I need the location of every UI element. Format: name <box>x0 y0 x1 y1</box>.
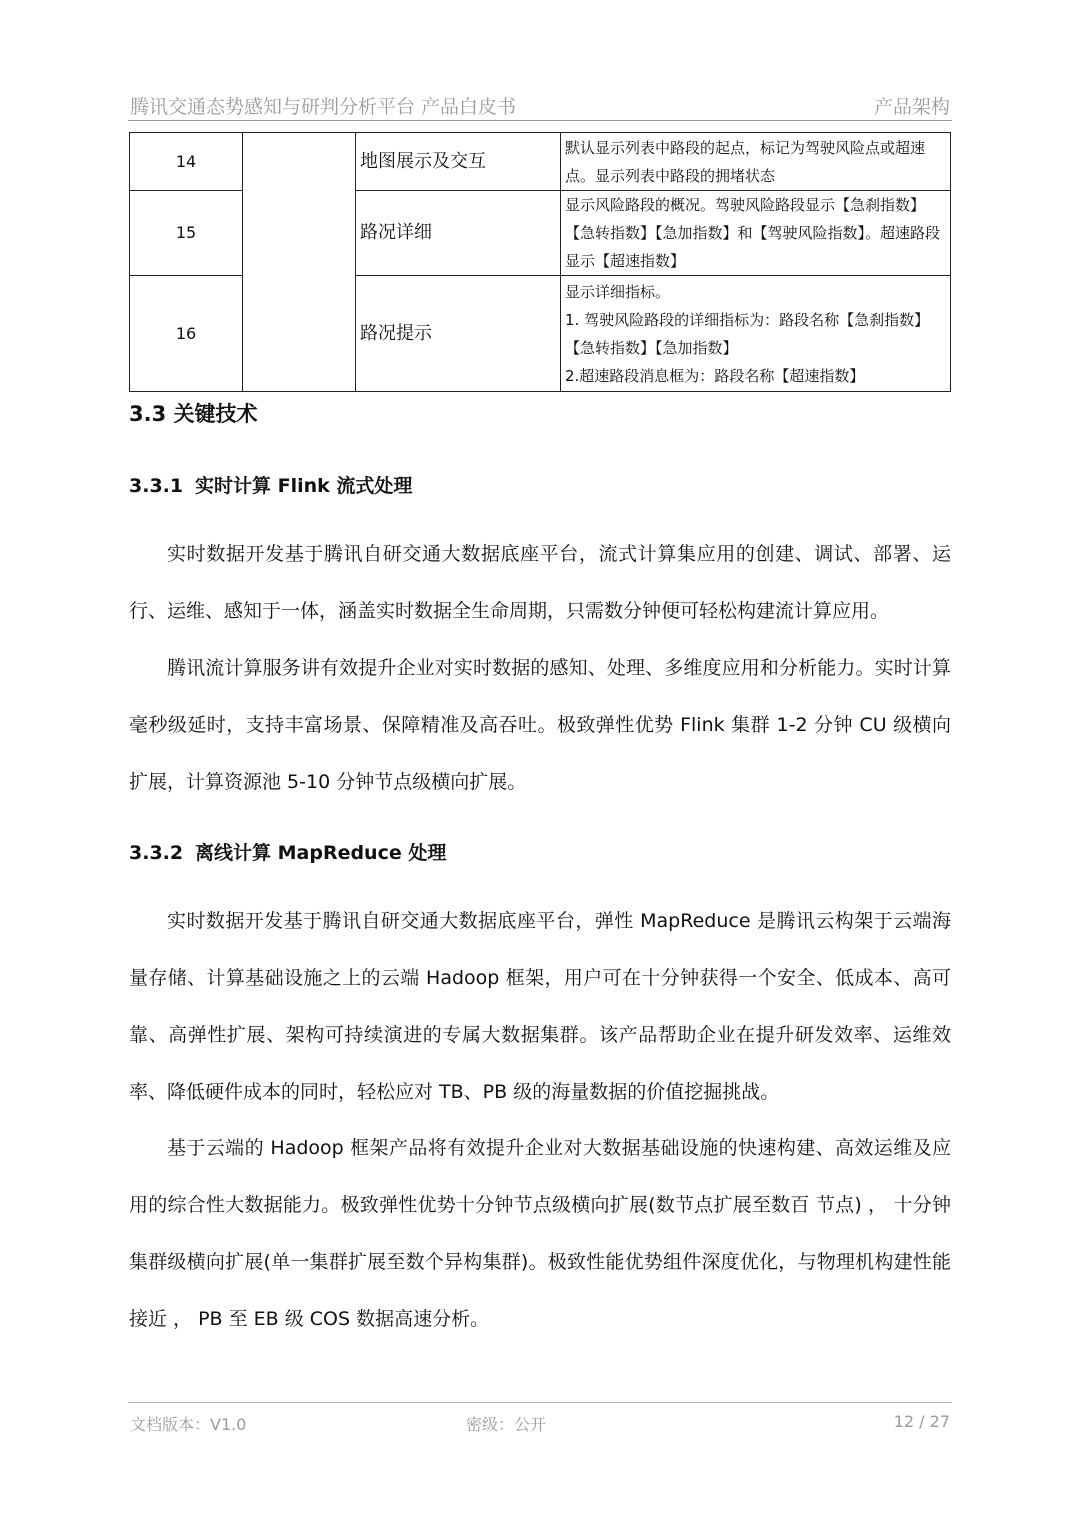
merged-cell <box>243 133 356 392</box>
feature-table <box>129 132 951 392</box>
footer-divider <box>128 1402 952 1403</box>
description-line: 显示详细指标。 <box>565 282 671 301</box>
paragraph: 基于云端的 Hadoop 框架产品将有效提升企业对大数据基础设施的快速构建、高效运维及应用的综合性大数据能力。极致弹性优势十分钟节点级横向扩展(数节点扩展至数百 节点) ， 十分钟集群级横向扩展(单一集群扩展至数个异构集群)。极致性能优势组件深度优化，与物理机构建性能接近 ， PB 至 EB 级 COS 数据高速分析。 <box>129 1137 951 1330</box>
feature-description <box>561 276 951 392</box>
subsection-number: 3.3.1 <box>129 475 184 497</box>
page-number: 12 / 27 <box>893 1412 950 1431</box>
description-line: 2.超速路段消息框为：路段名称【超速指数】 <box>565 366 865 385</box>
row-number: 16 <box>130 276 243 392</box>
document-title: 腾讯交通态势感知与研判分析平台 产品白皮书 <box>130 96 517 118</box>
feature-name: 地图展示及交互 <box>356 133 561 191</box>
header-divider <box>128 120 952 121</box>
security-level: 密级：公开 <box>466 1415 547 1434</box>
subsection-heading <box>129 471 412 498</box>
paragraph: 腾讯流计算服务讲有效提升企业对实时数据的感知、处理、多维度应用和分析能力。实时计算毫秒级延时，支持丰富场景、保障精准及高吞吐。极致弹性优势 Flink 集群 1-2 分钟 CU 级横向扩展，计算资源池 5-10 分钟节点级横向扩展。 <box>129 657 951 793</box>
feature-description: 显示风险路段的概况。驾驶风险路段显示【急刹指数】【急转指数】【急加指数】和【驾驶风险指数】。超速路段显示【超速指数】 <box>561 191 951 276</box>
section-heading: 3.3 关键技术 <box>129 402 258 426</box>
section-name: 产品架构 <box>873 96 950 118</box>
feature-description: 默认显示列表中路段的起点，标记为驾驶风险点或超速点。显示列表中路段的拥堵状态 <box>561 133 951 191</box>
subsection-number: 3.3.2 <box>129 842 184 864</box>
description-line: 1. 驾驶风险路段的详细指标为：路段名称【急刹指数】【急转指数】【急加指数】 <box>565 310 930 357</box>
paragraph: 实时数据开发基于腾讯自研交通大数据底座平台，弹性 MapReduce 是腾讯云构架于云端海量存储、计算基础设施之上的云端 Hadoop 框架，用户可在十分钟获得一个安全、低成本、高可靠、高弹性扩展、架构可持续演进的专属大数据集群。该产品帮助企业在提升研发效率、运维效率、降低硬件成本的同时，轻松应对 TB、PB 级的海量数据的价值挖掘挑战。 <box>129 910 951 1103</box>
paragraph: 实时数据开发基于腾讯自研交通大数据底座平台，流式计算集应用的创建、调试、部署、运行、运维、感知于一体，涵盖实时数据全生命周期，只需数分钟便可轻松构建流计算应用。 <box>129 543 951 622</box>
subsection-title: 实时计算 Flink 流式处理 <box>195 475 413 497</box>
document-version: 文档版本：V1.0 <box>130 1415 247 1434</box>
feature-name: 路况提示 <box>356 276 561 392</box>
row-number: 15 <box>130 191 243 276</box>
feature-name: 路况详细 <box>356 191 561 276</box>
subsection-heading <box>129 838 446 865</box>
row-number: 14 <box>130 133 243 191</box>
table-row <box>130 133 951 191</box>
subsection-title: 离线计算 MapReduce 处理 <box>195 842 447 864</box>
